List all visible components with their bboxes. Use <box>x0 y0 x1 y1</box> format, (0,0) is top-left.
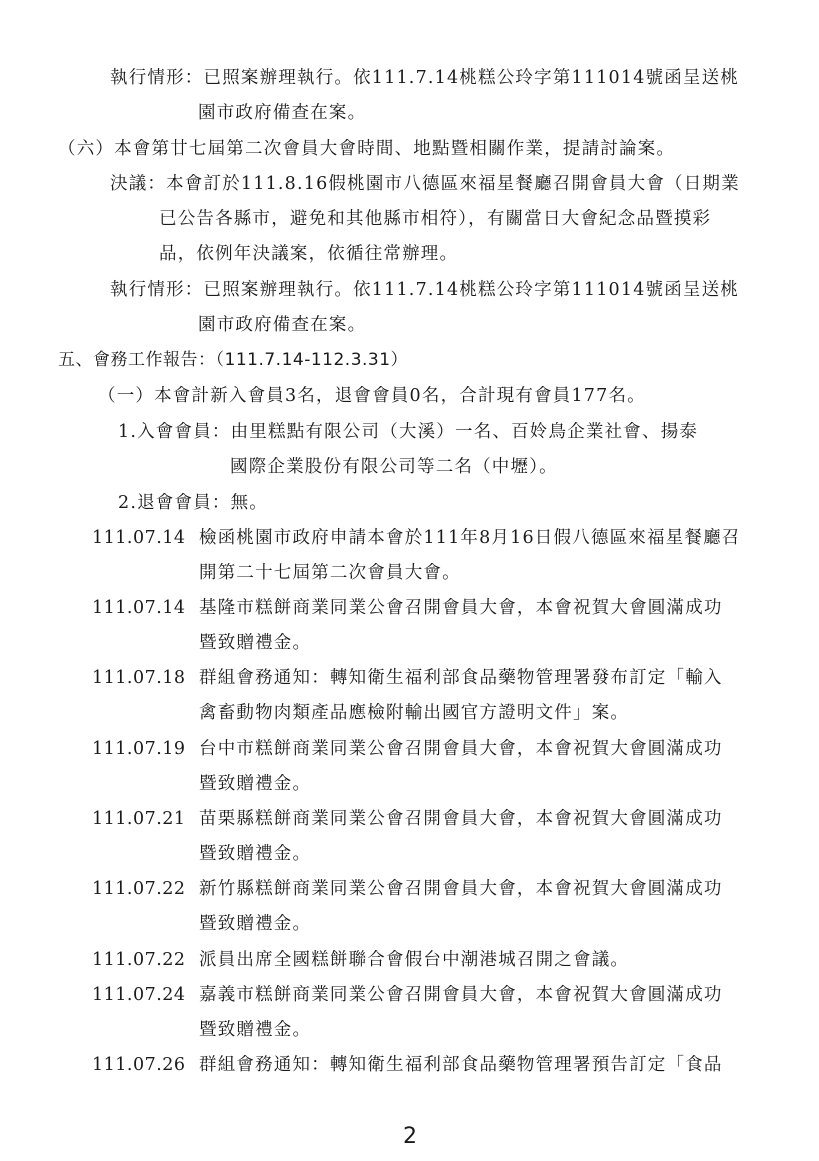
entry-text-line2: 開第二十七屆第二次會員大會。 <box>199 563 461 583</box>
item-6-title: （六）本會第廿七屆第二次會員大會時間、地點暨相關作業，提請討論案。 <box>58 139 676 159</box>
entry-date: 111.07.14 <box>92 598 186 618</box>
execution-status-6-line2: 園市政府備查在案。 <box>198 315 367 335</box>
entry-text-line1: 台中市糕餅商業同業公會召開會員大會，本會祝賀大會圓滿成功 <box>199 739 723 759</box>
resolution-line2: 已公告各縣市，避免和其他縣市相符），有關當日大會紀念品暨摸彩 <box>159 209 712 229</box>
entry-text-line2: 暨致贈禮金。 <box>199 844 312 864</box>
resolution-line3: 品，依例年決議案，依循往常辦理。 <box>159 244 459 264</box>
new-members-line1: 1.入會會員：由里糕點有限公司（大溪）一名、百姈鳥企業社會、揚泰 <box>118 422 699 442</box>
new-members-line2: 國際企業股份有限公司等二名（中壢）。 <box>230 457 558 477</box>
resolution-line1: 決議：本會訂於111.8.16假桃園市八德區來福星餐廳召開會員大會（日期業 <box>110 174 740 194</box>
entry-date: 111.07.26 <box>92 1055 186 1075</box>
page-number: 2 <box>403 1124 417 1149</box>
entry-text-line1: 新竹縣糕餅商業同業公會召開會員大會，本會祝賀大會圓滿成功 <box>199 879 723 899</box>
entry-date: 111.07.22 <box>92 879 186 899</box>
entry-date: 111.07.24 <box>92 985 186 1005</box>
entry-date: 111.07.14 <box>92 528 186 548</box>
execution-status-5-line2: 園市政府備查在案。 <box>198 103 367 123</box>
entry-text-line2: 暨致贈禮金。 <box>199 914 312 934</box>
execution-status-6-line1: 執行情形：已照案辦理執行。依111.7.14桃糕公玲字第111014號函呈送桃 <box>110 280 740 300</box>
section-5-heading: 五、會務工作報告：（111.7.14-112.3.31） <box>58 350 409 370</box>
entry-date: 111.07.22 <box>92 950 186 970</box>
entry-text-line1: 嘉義市糕餅商業同業公會召開會員大會，本會祝賀大會圓滿成功 <box>199 985 723 1005</box>
entry-date: 111.07.18 <box>92 668 186 688</box>
entry-date: 111.07.19 <box>92 739 186 759</box>
entry-date: 111.07.21 <box>92 809 186 829</box>
entry-text-line1: 基隆市糕餅商業同業公會召開會員大會，本會祝賀大會圓滿成功 <box>199 598 723 618</box>
execution-status-5-line1: 執行情形：已照案辦理執行。依111.7.14桃糕公玲字第111014號函呈送桃 <box>110 68 740 88</box>
entry-text-line1: 群組會務通知：轉知衛生福利部食品藥物管理署發布訂定「輸入 <box>199 668 723 688</box>
entry-text-line1: 群組會務通知：轉知衛生福利部食品藥物管理署預告訂定「食品 <box>199 1055 723 1075</box>
entry-text-line1: 檢函桃園市政府申請本會於111年8月16日假八德區來福星餐廳召 <box>199 528 741 548</box>
entry-text-line2: 暨致贈禮金。 <box>199 633 312 653</box>
entry-text-line2: 禽畜動物肉類產品應檢附輸出國官方證明文件」案。 <box>199 703 630 723</box>
membership-summary: （一）本會計新入會員3名，退會會員0名，合計現有會員177名。 <box>98 386 646 406</box>
entry-text-line2: 暨致贈禮金。 <box>199 774 312 794</box>
entry-text-line2: 暨致贈禮金。 <box>199 1020 312 1040</box>
entry-text-line1: 派員出席全國糕餅聯合會假台中潮港城召開之會議。 <box>199 950 630 970</box>
entry-text-line1: 苗栗縣糕餅商業同業公會召開會員大會，本會祝賀大會圓滿成功 <box>199 809 723 829</box>
withdrawn-members: 2.退會會員：無。 <box>118 493 268 513</box>
